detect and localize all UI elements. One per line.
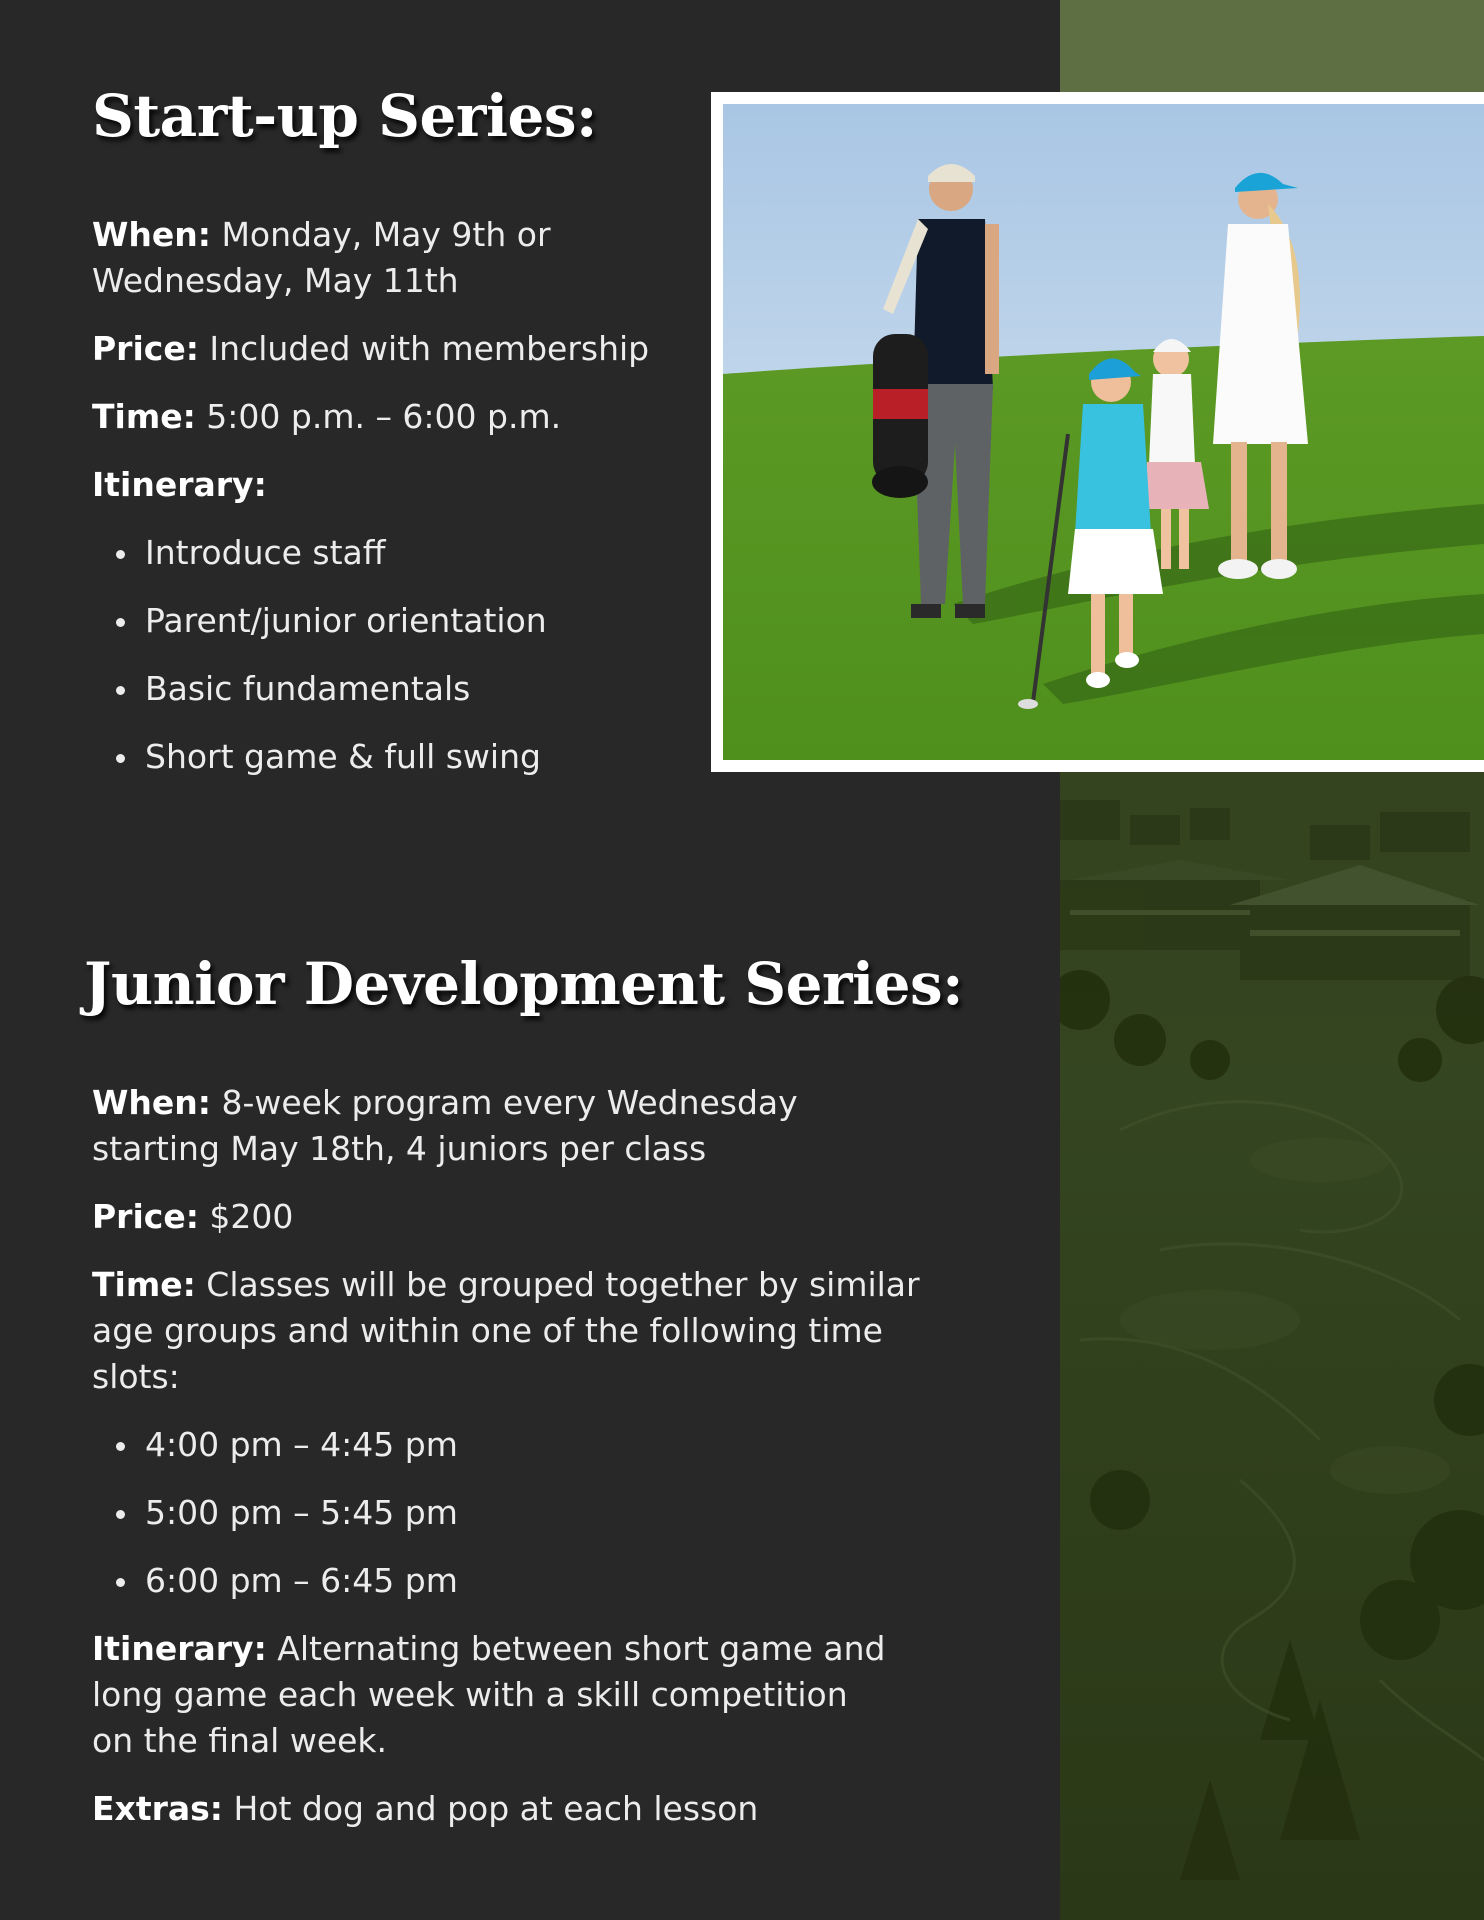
- family-golf-photo-frame: [711, 92, 1484, 772]
- startup-when-value: Monday, May 9th or Wednesday, May 11th: [92, 215, 551, 300]
- startup-itinerary-list: [92, 530, 692, 780]
- startup-when-label: When:: [92, 215, 211, 254]
- startup-time-value: 5:00 p.m. – 6:00 p.m.: [195, 397, 562, 436]
- junior-development-title: Junior Development Series:: [84, 950, 964, 1018]
- junior-time-label: Time:: [92, 1265, 196, 1304]
- junior-itinerary-label: Itinerary:: [92, 1629, 267, 1668]
- junior-itinerary: [92, 1626, 892, 1764]
- junior-extras-label: Extras:: [92, 1789, 223, 1828]
- list-item: 4:00 pm – 4:45 pm: [92, 1422, 972, 1468]
- list-item: 5:00 pm – 5:45 pm: [92, 1490, 972, 1536]
- junior-time: [92, 1262, 972, 1400]
- junior-extras: [92, 1786, 972, 1832]
- startup-price-label: Price:: [92, 329, 199, 368]
- list-item: Short game & full swing: [92, 734, 692, 780]
- junior-series-details: [92, 1080, 972, 1854]
- junior-time-slots: [92, 1422, 972, 1604]
- list-item: Basic fundamentals: [92, 666, 692, 712]
- startup-series-details: [92, 212, 692, 802]
- startup-time: [92, 394, 692, 440]
- startup-when: [92, 212, 692, 304]
- list-item: Introduce staff: [92, 530, 692, 576]
- list-item: Parent/junior orientation: [92, 598, 692, 644]
- startup-price-value: Included with membership: [198, 329, 650, 368]
- junior-price-label: Price:: [92, 1197, 199, 1236]
- startup-time-label: Time:: [92, 397, 196, 436]
- list-item: 6:00 pm – 6:45 pm: [92, 1558, 972, 1604]
- junior-price: [92, 1194, 972, 1240]
- startup-itinerary: [92, 462, 692, 508]
- startup-itinerary-label: Itinerary:: [92, 465, 267, 504]
- junior-when-value: 8-week program every Wednesday starting May 18th, 4 juniors per class: [92, 1083, 798, 1168]
- junior-extras-value: Hot dog and pop at each lesson: [223, 1789, 759, 1828]
- startup-price: [92, 326, 692, 372]
- junior-when-label: When:: [92, 1083, 211, 1122]
- junior-price-value: $200: [198, 1197, 294, 1236]
- startup-series-title: Start-up Series:: [92, 82, 597, 150]
- junior-time-value: Classes will be grouped together by similar age groups and within one of the following time slots:: [92, 1265, 920, 1396]
- junior-itinerary-value: Alternating between short game and long game each week with a skill competition on the final week.: [92, 1629, 886, 1760]
- junior-when: [92, 1080, 932, 1172]
- family-golf-photo: [723, 104, 1484, 760]
